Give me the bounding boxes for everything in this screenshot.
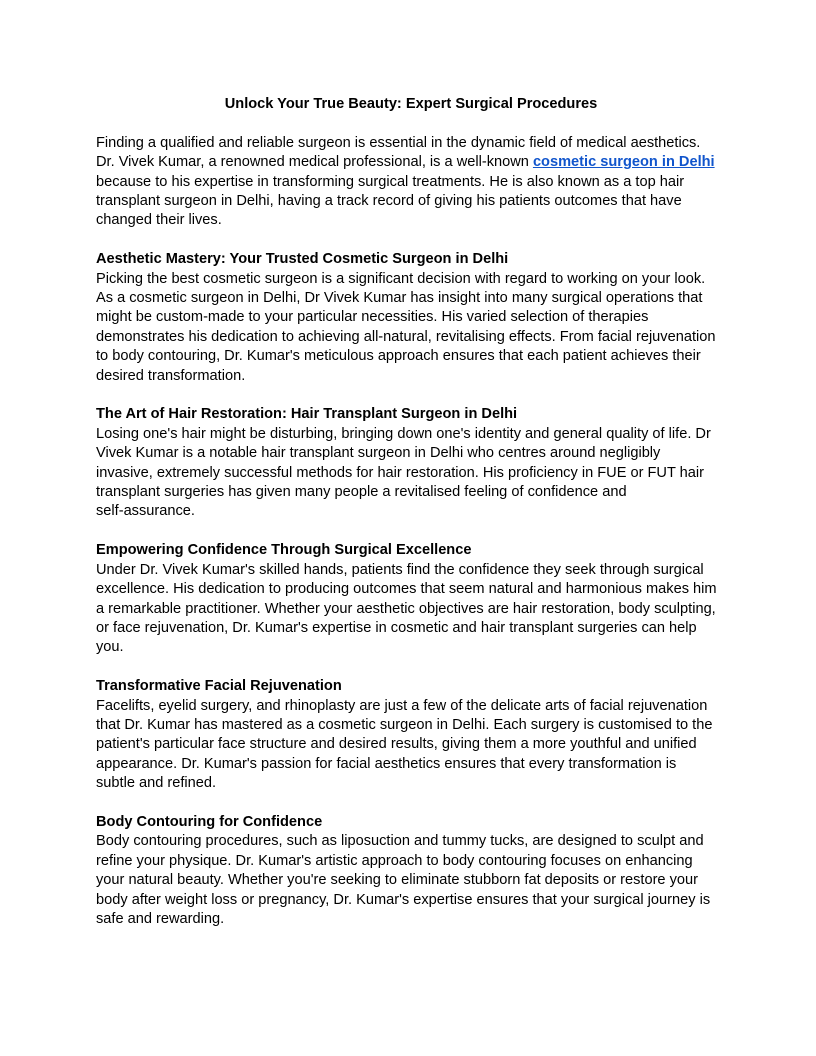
section-heading: The Art of Hair Restoration: Hair Transplant Surgeon in Delhi — [96, 406, 518, 423]
section — [96, 813, 726, 929]
text-line: Under Dr. Vivek Kumar's skilled hands, patients find the confidence they seek through surgical — [96, 561, 704, 578]
cosmetic-surgeon-link[interactable]: cosmetic surgeon in Delhi — [532, 154, 715, 171]
section-heading: Body Contouring for Confidence — [96, 813, 323, 830]
text-line: to body contouring, Dr. Kumar's meticulous approach ensures that each patient achieves their — [96, 348, 701, 365]
text-line: As a cosmetic surgeon in Delhi, Dr Vivek Kumar has insight into many surgical operations that — [96, 290, 703, 307]
text-line: a remarkable practitioner. Whether your aesthetic objectives are hair restoration, body sculpting, — [96, 600, 716, 617]
text-line: invasive, extremely successful methods for hair restoration. His proficiency in FUE or FUT hair — [96, 464, 705, 481]
text-line: refine your physique. Dr. Kumar's artistic approach to body contouring focuses on enhancing — [96, 852, 693, 869]
text-line: patient's particular face structure and desired results, giving them a more youthful and unified — [96, 736, 697, 753]
sections — [96, 250, 726, 929]
text-line: appearance. Dr. Kumar's passion for facial aesthetics ensures that every transformation is — [96, 755, 677, 772]
text-span: Dr. Vivek Kumar, a renowned medical professional, is a well-known — [96, 154, 533, 171]
text-line: desired transformation. — [96, 367, 246, 384]
section — [96, 250, 726, 386]
section — [96, 541, 726, 657]
text-line: you. — [96, 639, 124, 656]
document-title: Unlock Your True Beauty: Expert Surgical Procedures — [224, 96, 598, 112]
text-line: transplant surgeon in Delhi, having a track record of giving his patients outcomes that have — [96, 193, 682, 210]
section — [96, 677, 726, 793]
text-line: subtle and refined. — [96, 775, 217, 792]
text-line: Facelifts, eyelid surgery, and rhinoplasty are just a few of the delicate arts of facial rejuvenation — [96, 697, 708, 714]
text-line: Vivek Kumar is a notable hair transplant surgeon in Delhi who centres around negligibly — [96, 445, 661, 462]
text-line: body after weight loss or pregnancy, Dr. Kumar's expertise ensures that your surgical journey is — [96, 891, 711, 908]
text-line: Picking the best cosmetic surgeon is a significant decision with regard to working on your look. — [96, 270, 706, 287]
text-line: changed their lives. — [96, 212, 222, 229]
text-line: Body contouring procedures, such as liposuction and tummy tucks, are designed to sculpt and — [96, 833, 704, 850]
section-heading: Empowering Confidence Through Surgical Excellence — [96, 542, 472, 559]
section-heading: Transformative Facial Rejuvenation — [96, 678, 342, 695]
section — [96, 405, 726, 521]
document-page — [96, 95, 726, 949]
intro-paragraph — [96, 134, 726, 231]
text-line: demonstrates his dedication to achieving all-natural, revitalising effects. From facial rejuvenation — [96, 328, 716, 345]
text-line: transplant surgeries has given many people a revitalised feeling of confidence and — [96, 484, 627, 501]
text-line: might be custom-made to your particular necessities. His varied selection of therapies — [96, 309, 649, 326]
section-heading: Aesthetic Mastery: Your Trusted Cosmetic Surgeon in Delhi — [96, 251, 509, 268]
text-line: self-assurance. — [96, 503, 195, 520]
text-line: safe and rewarding. — [96, 910, 225, 927]
text-line: or face rejuvenation, Dr. Kumar's expertise in cosmetic and hair transplant surgeries can help — [96, 619, 697, 636]
text-line: excellence. His dedication to producing outcomes that seem natural and harmonious makes him — [96, 581, 717, 598]
text-line: Finding a qualified and reliable surgeon is essential in the dynamic field of medical aesthetics. — [96, 134, 701, 151]
text-line: your natural beauty. Whether you're seeking to eliminate stubborn fat deposits or restore your — [96, 872, 698, 889]
text-line: that Dr. Kumar has mastered as a cosmetic surgeon in Delhi. Each surgery is customised to the — [96, 716, 713, 733]
text-line — [96, 153, 726, 172]
text-line: because to his expertise in transforming surgical treatments. He is also known as a top hair — [96, 173, 685, 190]
text-line: Losing one's hair might be disturbing, bringing down one's identity and general quality of life. Dr — [96, 425, 711, 442]
